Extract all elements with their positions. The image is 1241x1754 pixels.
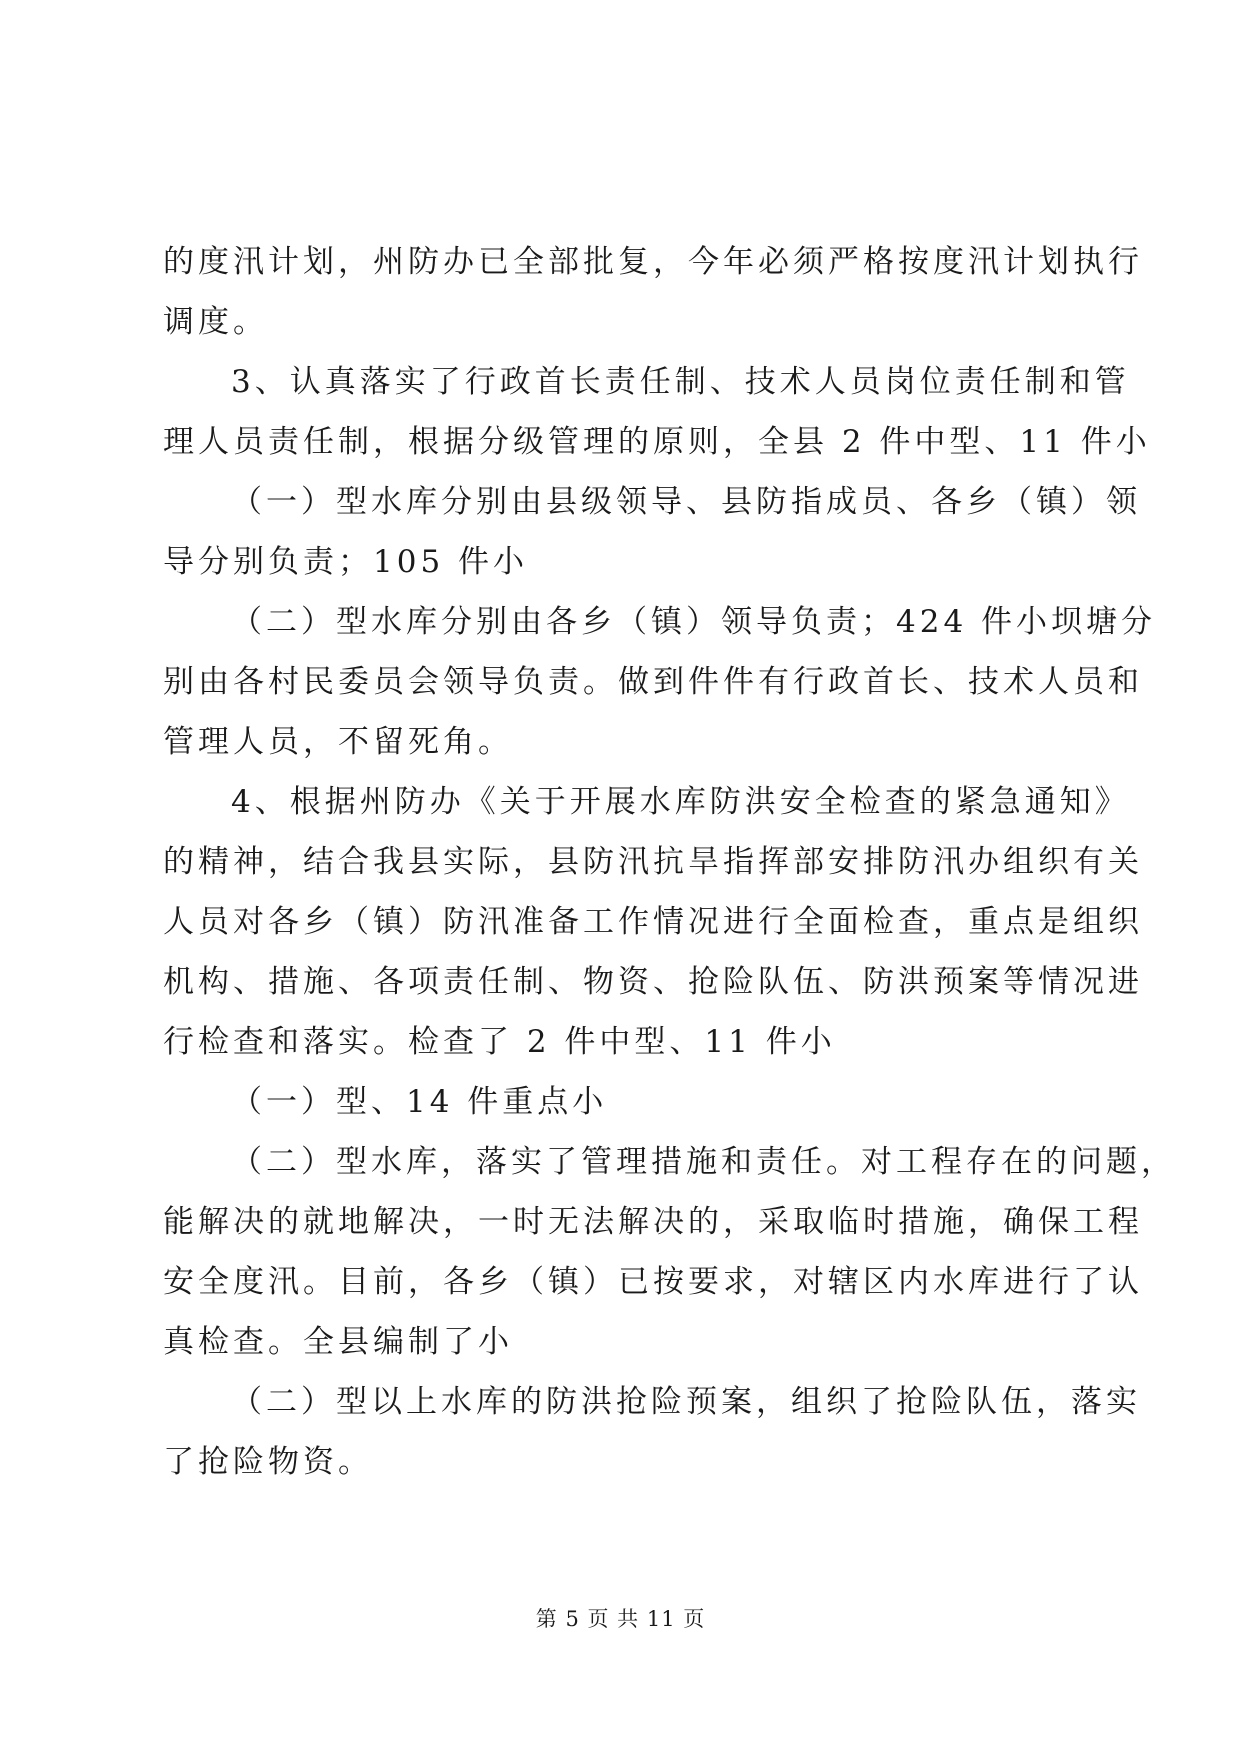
text-line: 3、认真落实了行政首长责任制、技术人员岗位责任制和管 [231, 364, 1130, 400]
text-line: 别由各村民委员会领导负责。做到件件有行政首长、技术人员和 [163, 664, 1143, 700]
text-line: （二）型以上水库的防洪抢险预案，组织了抢险队伍，落实 [231, 1384, 1141, 1420]
text-line: 理人员责任制，根据分级管理的原则，全县 2 件中型、11 件小 [163, 424, 1151, 460]
text-line: 的度汛计划，州防办已全部批复，今年必须严格按度汛计划执行 [163, 244, 1143, 280]
text-line: 机构、措施、各项责任制、物资、抢险队伍、防洪预案等情况进 [163, 964, 1143, 1000]
text-line: 4、根据州防办《关于开展水库防洪安全检查的紧急通知》 [231, 784, 1130, 820]
page-number-footer: 第 5 页 共 11 页 [535, 1607, 706, 1631]
text-line: （一）型水库分别由县级领导、县防指成员、各乡（镇）领 [231, 484, 1141, 520]
text-line: 导分别负责；105 件小 [163, 544, 529, 580]
text-line: （二）型水库分别由各乡（镇）领导负责；424 件小坝塘分 [231, 604, 1157, 640]
text-line: （一）型、14 件重点小 [231, 1084, 608, 1120]
text-line: 调度。 [163, 304, 268, 340]
text-line: 了抢险物资。 [163, 1444, 373, 1480]
text-line: 管理人员，不留死角。 [163, 724, 513, 760]
text-line: 能解决的就地解决，一时无法解决的，采取临时措施，确保工程 [163, 1204, 1143, 1240]
text-line: 行检查和落实。检查了 2 件中型、11 件小 [163, 1024, 836, 1060]
text-line: 人员对各乡（镇）防汛准备工作情况进行全面检查，重点是组织 [163, 904, 1143, 940]
document-body [163, 232, 1176, 1492]
text-line: 真检查。全县编制了小 [163, 1324, 513, 1360]
text-line: 的精神，结合我县实际，县防汛抗旱指挥部安排防汛办组织有关 [163, 844, 1143, 880]
text-line: 安全度汛。目前，各乡（镇）已按要求，对辖区内水库进行了认 [163, 1264, 1143, 1300]
text-line: （二）型水库，落实了管理措施和责任。对工程存在的问题， [231, 1144, 1176, 1180]
